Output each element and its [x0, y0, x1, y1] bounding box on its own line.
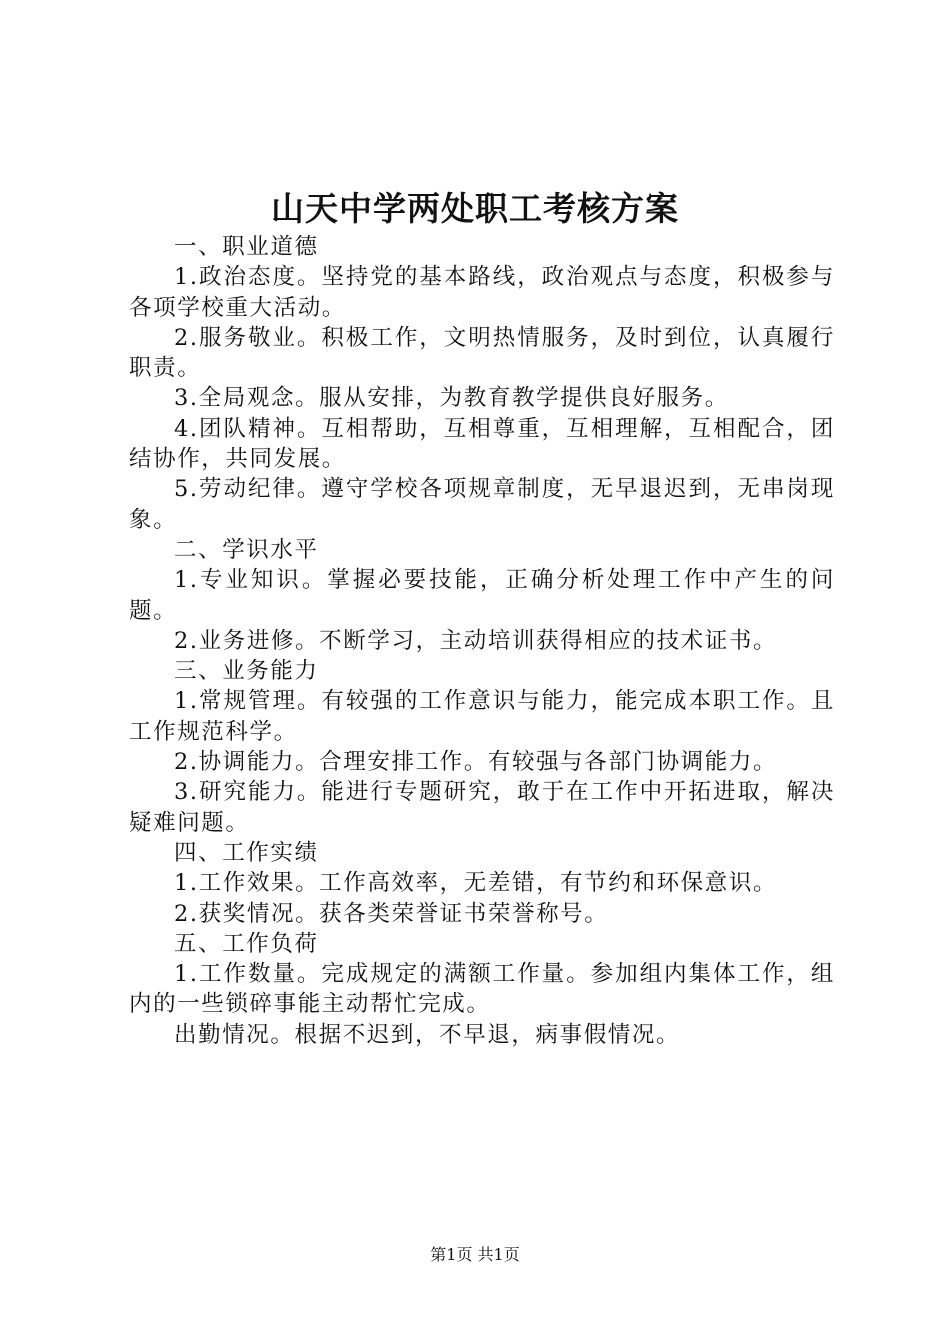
paragraph: 1.专业知识。掌握必要技能，正确分析处理工作中产生的问题。: [129, 567, 835, 624]
paragraph: 1.工作数量。完成规定的满额工作量。参加组内集体工作，组内的一些锁碎事能主动帮忙完成。: [129, 961, 835, 1018]
paragraph: 1.工作效果。工作高效率，无差错，有节约和环保意识。: [174, 870, 778, 897]
document-title: 山天中学两处职工考核方案: [271, 189, 679, 228]
section-heading: 一、职业道德: [174, 234, 319, 260]
paragraph: 2.获奖情况。获各类荣誉证书荣誉称号。: [174, 900, 609, 927]
section-heading: 三、业务能力: [174, 658, 319, 685]
paragraph: 2.协调能力。合理安排工作。有较强与各部门协调能力。: [174, 749, 778, 776]
paragraph: 1.政治态度。坚持党的基本路线，政治观点与态度，积极参与各项学校重大活动。: [129, 264, 835, 321]
page-footer: 第1页 共1页: [430, 1245, 520, 1264]
section-heading: 二、学识水平: [174, 536, 319, 563]
paragraph: 3.全局观念。服从安排，为教育教学提供良好服务。: [174, 385, 729, 412]
paragraph: 2.服务敬业。积极工作，文明热情服务，及时到位，认真履行职责。: [129, 324, 835, 382]
paragraph: 出勤情况。根据不迟到，不早退，病事假情况。: [174, 1021, 681, 1048]
document-body: [129, 232, 835, 1050]
section-heading: 四、工作实绩: [174, 839, 319, 866]
paragraph: 2.业务进修。不断学习，主动培训获得相应的技术证书。: [174, 627, 778, 654]
section-heading: 五、工作负荷: [174, 930, 319, 957]
paragraph: 5.劳动纪律。遵守学校各项规章制度，无早退迟到，无串岗现象。: [129, 476, 835, 533]
paragraph: 4.团队精神。互相帮助，互相尊重，互相理解，互相配合，团结协作，共同发展。: [129, 415, 835, 473]
paragraph: 3.研究能力。能进行专题研究，敢于在工作中开拓进取，解决疑难问题。: [129, 779, 835, 836]
paragraph: 1.常规管理。有较强的工作意识与能力，能完成本职工作。且工作规范科学。: [129, 688, 835, 745]
